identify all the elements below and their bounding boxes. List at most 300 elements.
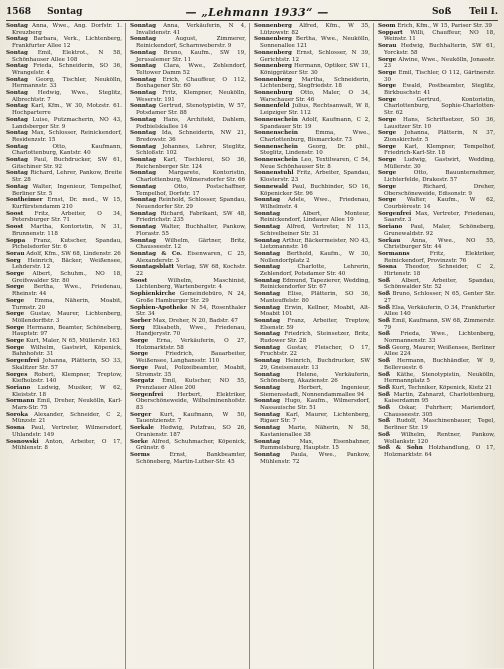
entry-details: Wilhelm, Maschinist, Lichtenberg, Wartenbergstr. 4 (136, 277, 246, 291)
entry-surname: Soost (6, 210, 24, 217)
entry-details: Alwine, Wwe., Neukölln, Jonasstr. 23 (384, 56, 496, 70)
directory-entry (6, 23, 122, 36)
entry-details: Hedwig, Buchhalterin, SW 61, Yorckstr. 58 (384, 43, 495, 56)
directory-entry (254, 211, 370, 224)
directory-entry (130, 425, 246, 438)
entry-surname: Soß & Sohn (378, 445, 423, 452)
directory-entry (378, 305, 495, 318)
entry-surname: Sonntag (254, 452, 281, 458)
directory-entry (378, 30, 495, 43)
entry-surname: Soß (378, 358, 391, 365)
entry-surname: Sorge (378, 56, 397, 63)
entry-surname: Sontag (6, 103, 28, 110)
entry-details: Hedwig, Putzfrau, SO 26, Oranienstr. 187 (136, 425, 246, 438)
entry-surname: Sorge (6, 284, 25, 291)
entry-surname: Sorau (378, 43, 397, 50)
entry-details: Richard, Fabrikant, SW 48, Friedrichstr. 235 (136, 210, 247, 224)
directory-entry (6, 50, 122, 63)
entry-details: Walter, Buchhalter, Pankow, Florastr. 55 (136, 224, 246, 237)
directory-entry (6, 251, 122, 258)
entry-surname: Sonnenberg (254, 49, 292, 56)
entry-details: Emil, Tischler, O 112, Gärtnerstr. 30 (384, 69, 495, 83)
entry-surname: Soß (378, 431, 391, 438)
entry-surname: Sorge (378, 130, 397, 137)
entry-details: Margarete, Kontoristin, Charlottenburg, Wilmersdorfer Str. 66 (136, 170, 246, 184)
entry-surname: Soppa (6, 237, 26, 244)
entry-details: Elise, Plätterin, SO 36, Manteuffelstr. 80 (260, 291, 370, 304)
page-header (6, 4, 498, 21)
directory-entry (254, 170, 370, 183)
entry-surname: Sonnenberg (254, 63, 292, 70)
entry-details: Frieda, Schneiderin, SO 36, Wrangelstr. 4 (12, 63, 122, 76)
page-number: 1568 (6, 7, 32, 17)
entry-details: Anna, Verkäuferin, N 4, Invalidenstr. 41 (136, 23, 246, 36)
entry-surname: Sontag (6, 23, 28, 29)
entry-details: Emma, Wwe., Charlottenburg, Bismarckstr. 73 (260, 130, 370, 143)
directory-entry (378, 392, 495, 405)
directory-entry (6, 63, 122, 76)
entry-details: Emil, Kaufmann, SW 68, Zimmerstr. 79 (384, 317, 496, 331)
entry-details: Holzhandlung, O 17, Holzmarktstr. 64 (384, 445, 495, 458)
entry-details: August, Zimmerer, Reinickendorf, Scharnweberstr. 9 (136, 36, 247, 50)
entry-details: Fritz, Elektriker, Reinickendorf, Provinzstr. 76 (384, 250, 495, 264)
directory-entry (6, 197, 122, 210)
directory-entry (130, 63, 246, 76)
directory-entry (378, 385, 495, 392)
entry-surname: Sonnenstuhl (254, 170, 294, 177)
directory-entry (6, 170, 122, 183)
directory-entry (254, 157, 370, 170)
directory-entry (130, 351, 246, 364)
directory-entry (378, 358, 495, 371)
directory-entry (6, 184, 122, 197)
entry-surname: Sonntag (254, 438, 281, 445)
entry-details: Rudolf, Maschinenbauer, Tegel, Berliner Str. 19 (384, 418, 495, 432)
directory-entry (378, 238, 495, 251)
entry-surname: Sontag (6, 143, 28, 150)
entry-details: Bruno, Schlosser, N 65, Genter Str. 27 (384, 291, 496, 304)
entry-details: Max, Dreher, N 20, Badstr. 47 (152, 317, 238, 324)
entry-details: Fritz, Arbeiter, Spandau, Klosterstr. 23 (260, 170, 371, 184)
entry-surname: Sonnenberg (254, 36, 292, 43)
directory-entry (254, 331, 370, 344)
entry-details: Albert, Monteur, Reinickendorf, Lindauer Allee 19 (260, 210, 370, 224)
directory-entry (6, 271, 122, 284)
entry-details: Franz, Kutscher, Spandau, Pichelsdorfer Str. 6 (12, 237, 122, 251)
entry-details: Georg, Tischler, Neukölln, Hermannstr. 33 (12, 76, 123, 90)
entry-surname: Sonntag (254, 277, 281, 284)
entry-surname: Sonntag (130, 49, 157, 56)
entry-surname: Sonntag (130, 63, 157, 70)
entry-surname: Sonntag (254, 264, 281, 271)
column-1 (6, 23, 126, 669)
entry-surname: Soost (130, 277, 148, 284)
entry-surname: Sonntag (130, 90, 157, 97)
entry-surname: Sonntag (254, 398, 281, 405)
directory-entry (6, 103, 122, 116)
entry-details: Leo, Textilwaren, C 54, Neue Schönhauser Str. 8 (260, 157, 370, 170)
entry-details: Elsa, Verkäuferin, O 34, Frankfurter Allee 140 (384, 304, 495, 318)
directory-entry (130, 36, 246, 49)
entry-surname: Soß (378, 291, 391, 298)
entry-details: Fritz, Klempner, Neukölln, Weserstr. 191 (136, 90, 247, 103)
directory-entry (254, 439, 370, 452)
entry-surname: Soß (378, 331, 391, 338)
directory-entry (378, 70, 495, 83)
entry-surname: Sonntag (130, 130, 157, 137)
entry-surname: Sonnenberg (254, 23, 292, 29)
directory-entry (6, 372, 122, 385)
entry-details: Alfred, Vertreter, N 113, Schivelbeiner Str. 31 (260, 224, 370, 237)
directory-entry (6, 36, 122, 49)
directory-entry (130, 392, 246, 412)
entry-details: Adele, Wwe., Friedenau, Wilhelmstr. 4 (260, 197, 370, 210)
entry-surname: Sorge (6, 311, 25, 318)
directory-entry (6, 144, 122, 157)
directory-entry (130, 77, 246, 90)
entry-details: Otto, Bauunternehmer, Lichterfelde, Drakestr. 57 (384, 170, 495, 184)
entry-details: Hermann, Optiker, SW 11, Königgrätzer Str. 30 (260, 63, 370, 76)
entry-details: Alfred, Kfm., W 35, Lützowstr. 82 (260, 23, 370, 36)
entry-surname: Sorber (130, 317, 152, 324)
entry-details: Albert, Arbeiter, Spandau, Schönwalder Str. 52 (384, 277, 495, 291)
entry-surname: Sorau (6, 250, 25, 257)
directory-entry (378, 23, 495, 30)
entry-surname: Sonntag (130, 103, 157, 110)
directory-entry (254, 224, 370, 237)
directory-entry (130, 23, 246, 36)
entry-surname: Sorge (6, 344, 25, 351)
entry-details: Adolf, Kaufmann, C 2, Spandauer Str. 19 (260, 116, 370, 130)
entry-details: Karl, Tischlerei, SO 36, Reichenberger Str. 124 (136, 157, 246, 170)
entry-surname: Sonntagsblatt (130, 264, 175, 271)
entry-surname: Sonntag & Co. (130, 250, 182, 257)
entry-details: Ernst, Dr. med., W 15, Kurfürstendamm 210 (12, 197, 122, 210)
directory-entry (6, 238, 122, 251)
directory-entry (6, 211, 122, 224)
directory-entry (6, 358, 122, 371)
entry-surname: Sonntag (254, 358, 281, 365)
directory-entry (130, 211, 246, 224)
directory-entry (378, 264, 495, 277)
entry-details: Karl, Maurer, Lichtenberg, Rigaer Str. 7 (260, 411, 371, 425)
entry-surname: Sonntag (130, 36, 157, 43)
entry-surname: Sophienkirche (130, 291, 176, 298)
entry-details: Bruno, Kaufm., SW 19, Jerusalemer Str. 11 (136, 49, 246, 63)
directory-entry (378, 405, 495, 418)
entry-surname: Sorgatz (130, 378, 155, 385)
entry-details: Hermann, Beamter, Schöneberg, Hauptstr. 97 (12, 324, 122, 338)
directory-entry (378, 97, 495, 117)
entry-surname: Sonnenschein (254, 116, 298, 123)
directory-entry (378, 130, 495, 143)
entry-details: Käthe, Stenotypistin, Neukölln, Hermannplatz 5 (384, 371, 496, 385)
entry-details: Oskar, Fuhrherr, Mariendorf, Chausseestr. 305 (384, 405, 495, 418)
entry-details: Karl, Kfm., W 30, Motzstr. 61. Hochparterre (12, 103, 122, 117)
directory-entry (378, 345, 495, 358)
entry-details: Berthold, Kaufm., W 30, Nollendorfplatz 2 (260, 250, 370, 264)
directory-entry (254, 77, 370, 90)
directory-entry (130, 90, 246, 103)
entry-details: Ludwig, Gastwirt, Wedding, Müllerstr. 30 (384, 157, 495, 170)
entry-details: Alfred, Schuhmacher, Köpenick, Grünstr. 6 (136, 438, 247, 452)
entry-surname: Sontag (6, 49, 28, 56)
directory-entry (130, 157, 246, 170)
directory-entry (378, 184, 495, 197)
directory-entry (378, 57, 495, 70)
entry-details: Reinhold, Schlosser, Spandau, Neuendorfer Str. 29 (136, 197, 246, 210)
entry-details: Paula, Wwe., Pankow, Mühlenstr. 72 (260, 452, 370, 465)
entry-surname: Soom (378, 23, 396, 29)
entry-surname: Sonntag (130, 116, 157, 123)
entry-details: Ludwig, Musiker, W 62, Kleiststr. 18 (12, 384, 123, 398)
entry-surname: Sorge (130, 364, 149, 371)
directory-entry (254, 278, 370, 291)
directory-entry (378, 43, 495, 56)
directory-entry (130, 224, 246, 237)
entry-details: Anna, Wwe., NO 55, Christburger Str. 44 (384, 237, 495, 251)
entry-surname: Sonntag (130, 183, 157, 190)
entry-surname: Sontag (6, 76, 28, 83)
entry-surname: Sorge (6, 324, 25, 331)
entry-surname: Sonntag (130, 237, 157, 244)
entry-details: Johanna, Plätterin, SO 33, Skalitzer Str. 57 (12, 358, 122, 371)
entry-details: Franz, Arbeiter, Treptow, Elsenstr. 59 (260, 317, 370, 331)
directory-entry (130, 439, 246, 452)
directory-entry (378, 372, 495, 385)
entry-details: Emil, Elektrot., N 58, Schönhauser Allee 108 (12, 49, 122, 63)
entry-surname: Sosna (6, 425, 25, 432)
entry-surname: Sorgenfrei (130, 391, 164, 398)
entry-surname: Sormanns (378, 250, 410, 257)
entry-surname: Sonntag (130, 224, 157, 231)
entry-details: Johannes, Lehrer, Steglitz, Schloßstr. 102 (136, 143, 246, 157)
entry-surname: Sontag (6, 36, 28, 43)
entry-details: Gertrud, Stenotypistin, W 57, Potsdamer Str. 88 (136, 103, 246, 117)
directory-entry (130, 291, 246, 304)
directory-entry (378, 144, 495, 157)
entry-surname: Sonnenschein (254, 130, 298, 137)
directory-entry (130, 130, 246, 143)
entry-surname: Sonntag (254, 210, 281, 217)
directory-entry (254, 318, 370, 331)
entry-details: Helene, Verkäuferin, Schöneberg, Akazienstr. 26 (260, 371, 370, 385)
entry-surname: Sonnenburg (254, 90, 293, 97)
entry-surname: Soriano (6, 384, 31, 391)
entry-details: Kurt, Techniker, Köpenick, Kietz 21 (391, 384, 493, 391)
entry-surname: Soppart (378, 29, 403, 36)
entry-details: Hugo, Kaufm., Wilmersdorf, Nassauische Str. 51 (260, 398, 370, 412)
directory-entry (378, 278, 495, 291)
entry-surname: Sontag (6, 183, 28, 190)
entry-surname: Soroka (6, 411, 28, 418)
directory-entry (254, 117, 370, 130)
directory-entry (130, 184, 246, 197)
header-last-name: Soß (431, 7, 452, 17)
directory-entry (254, 130, 370, 143)
directory-entry (378, 445, 495, 458)
directory-entry (6, 284, 122, 297)
entry-details: Verlag, SW 68, Kochstr. 22 (136, 264, 246, 278)
entry-details: Heinrich, Buchdrucker, SW 29, Gneisenaustr. 13 (260, 358, 371, 371)
entry-details: Paul, Maler, Schöneberg, Grunewaldstr. 92 (384, 224, 495, 237)
directory-entry (254, 197, 370, 210)
entry-surname: Sorge (378, 83, 397, 90)
directory-entry (130, 144, 246, 157)
directory-entry (6, 425, 122, 438)
entry-surname: Sorg (6, 257, 21, 264)
entry-details: Erwin, Kellner, Moabit, Alt-Moabit 101 (260, 304, 370, 318)
entry-details: Walter, Ingenieur, Tempelhof, Berliner Str. 5 (12, 183, 122, 197)
entry-details: Richard, Dreher, Oberschöneweide, Edisonstr. 9 (384, 183, 495, 197)
directory-entry (6, 157, 122, 170)
entry-surname: Sontag (6, 116, 28, 123)
entry-details: Herbert, Ingenieur, Siemensstadt, Nonnendammallee 94 (260, 384, 371, 398)
directory-columns (6, 23, 498, 669)
entry-details: Walter, Kaufm., W 62, Courbièrestr. 14 (384, 197, 496, 210)
entry-surname: Soriano (378, 224, 403, 231)
directory-entry (6, 117, 122, 130)
directory-entry (254, 358, 370, 371)
directory-entry (130, 338, 246, 351)
entry-details: Hedwig, Wwe., Steglitz, Albrechtstr. 7 (12, 90, 123, 103)
entry-details: Max, Vertreter, Friedenau, Saarstr. 3 (384, 210, 495, 224)
entry-surname: Sonntag (130, 210, 157, 217)
entry-details: Marie, Näherin, N 58, Kastanienallee 38 (260, 425, 371, 438)
entry-surname: Sonntag (254, 224, 281, 231)
entry-details: Anna, Wwe., Ang. Dorfstr. 1. Kreuzberg (12, 23, 122, 36)
entry-surname: Sosnowski (6, 438, 39, 445)
entry-surname: Sorge (378, 143, 397, 150)
directory-entry (6, 338, 122, 345)
entry-surname: Sonnewald (254, 183, 288, 190)
directory-entry (254, 264, 370, 277)
entry-surname: Sormann (6, 398, 35, 405)
directory-entry (378, 211, 495, 224)
entry-surname: Sonntag (254, 237, 281, 244)
entry-details: Max, Schlosser, Reinickendorf, Residenzstr. 15 (12, 130, 123, 143)
directory-entry (130, 103, 246, 116)
directory-entry (6, 385, 122, 398)
entry-surname: Sosna (378, 264, 397, 271)
entry-surname: Sonnenfeld (254, 103, 290, 110)
directory-entry (6, 345, 122, 358)
directory-entry (254, 412, 370, 425)
directory-entry (6, 130, 122, 143)
entry-details: Barbara, Verk., Lichtenberg, Frankfurter Allee 12 (12, 36, 122, 50)
entry-surname: Sorge (378, 183, 397, 190)
entry-details: Emil, Dreher, Neukölln, Karl-Marx-Str. 75 (12, 398, 122, 412)
entry-details: Heinrich, Bäcker, Weißensee, Lehderstr. 12 (12, 257, 122, 271)
directory-entry (130, 412, 246, 425)
entry-surname: Sontag (6, 90, 28, 97)
directory-entry (254, 305, 370, 318)
entry-surname: Sorge (6, 338, 25, 345)
entry-details: Arthur, Bäckermeister, NO 43, Lietzmannstr. 16 (260, 237, 370, 251)
entry-surname: Sontag (6, 130, 28, 137)
entry-surname: Sonntag (254, 344, 281, 351)
entry-details: Erich, Kfm., W 15, Pariser Str. 39 (397, 23, 492, 29)
entry-surname: Soß (378, 405, 391, 412)
directory-entry (254, 144, 370, 157)
directory-entry (254, 103, 370, 116)
entry-details: Ida, Schneiderin, NW 21, Bredowstr. 36 (136, 130, 246, 143)
entry-details: Otto, Maler, O 34, Warschauer Str. 46 (260, 90, 370, 103)
entry-surname: Sontheimer (6, 197, 43, 204)
entry-details: Friedrich, Bauarbeiter, Weißensee, Langhansstr. 110 (136, 351, 247, 365)
entry-details: Otto, Postschaffner, Tempelhof, Dorfstr. 17 (136, 183, 246, 197)
entry-details: Ernst, Schlosser, N 39, Gerichtstr. 12 (260, 49, 370, 63)
directory-entry (254, 63, 370, 76)
entry-details: Martin, Zahnarzt, Charlottenburg, Kaiserdamm 95 (384, 391, 495, 405)
entry-details: Theodor, Schneider, C 2, Hirtenstr. 18 (384, 264, 496, 278)
entry-details: Elisabeth, Wwe., Friedenau, Handjerystr. 70 (136, 324, 246, 338)
entry-details: Richard, Lehrer, Pankow, Breite Str. 28 (12, 170, 122, 184)
entry-details: Clara, Wwe., Zehlendorf, Teltower Damm 52 (136, 63, 246, 76)
entry-details: Hans, Schriftsetzer, SO 36, Lausitzer Str. 10 (384, 116, 495, 130)
entry-details: Fritz, Arbeiter, O 34, Petersburger Str. 71 (12, 210, 122, 224)
directory-entry (254, 345, 370, 358)
entry-surname: Sonntag (254, 291, 281, 298)
directory-entry (6, 439, 122, 452)
entry-surname: Sorkau (378, 237, 401, 244)
entry-surname: Sontag (6, 170, 28, 177)
entry-details: Karl, Klempner, Tempelhof, Friedrich-Karl-Str. 18 (384, 143, 496, 157)
entry-surname: Sorges (6, 371, 28, 378)
entry-details: Gustav, Maurer, Lichtenberg, Möllendorffstr. 3 (12, 311, 122, 324)
directory-entry (254, 385, 370, 398)
directory-entry (378, 170, 495, 183)
entry-details: Paul, Vertreter, Wilmersdorf, Uhlandstr. 149 (12, 425, 123, 438)
entry-surname: Sonntag (130, 170, 157, 177)
entry-details: Georg, Dr. phil., Steglitz, Lindenstr. 10 (260, 143, 370, 157)
entry-details: Hermann, Buchhändler, W 9, Bellevuestr. 6 (384, 358, 496, 371)
directory-entry (254, 36, 370, 49)
entry-surname: Soß (378, 317, 391, 324)
entry-details: Gemeindebüro, N 24, Große Hamburger Str. 29 (136, 291, 247, 304)
entry-surname: Soß (378, 418, 391, 425)
entry-surname: Sonntag (254, 331, 281, 338)
directory-entry (378, 318, 495, 331)
entry-surname: Soß (378, 304, 391, 311)
entry-surname: Sophien-Apotheke (130, 304, 188, 311)
entry-details: Wilhelm, Gastwirt, Köpenick, Bahnhofstr. 31 (12, 344, 122, 358)
entry-details: Julius, Rechtsanwalt, W 8, Leipziger Str. 112 (260, 103, 370, 117)
directory-entry (130, 170, 246, 183)
column-3 (254, 23, 374, 669)
directory-entry (378, 117, 495, 130)
entry-surname: Sonntag (130, 197, 157, 204)
entry-details: Edmund, Tapezierer, Wedding, Reinickendorfer Str. 67 (260, 277, 371, 291)
directory-entry (254, 291, 370, 304)
entry-details: Georg, Maurer, Weißensee, Berliner Allee 224 (384, 344, 495, 358)
entry-surname: Sontag (6, 157, 28, 164)
header-part: Teil I. (469, 7, 498, 17)
entry-details: Hans, Architekt, Dahlem, Podbielskiallee 14 (136, 116, 246, 130)
directory-entry (254, 251, 370, 264)
directory-entry (130, 50, 246, 63)
entry-surname: Soost (6, 224, 24, 231)
directory-entry (130, 278, 246, 291)
directory-entry (378, 157, 495, 170)
directory-entry (6, 90, 122, 103)
column-2 (130, 23, 250, 669)
entry-details: Adolf, Kfm., SW 68, Lindenstr. 26 (26, 250, 121, 257)
directory-entry (6, 258, 122, 271)
entry-details: Kurt, Kaufmann, W 50, Tauentzienstr. 7 (136, 411, 246, 425)
entry-surname: Soß (378, 371, 391, 378)
directory-entry (130, 264, 246, 277)
